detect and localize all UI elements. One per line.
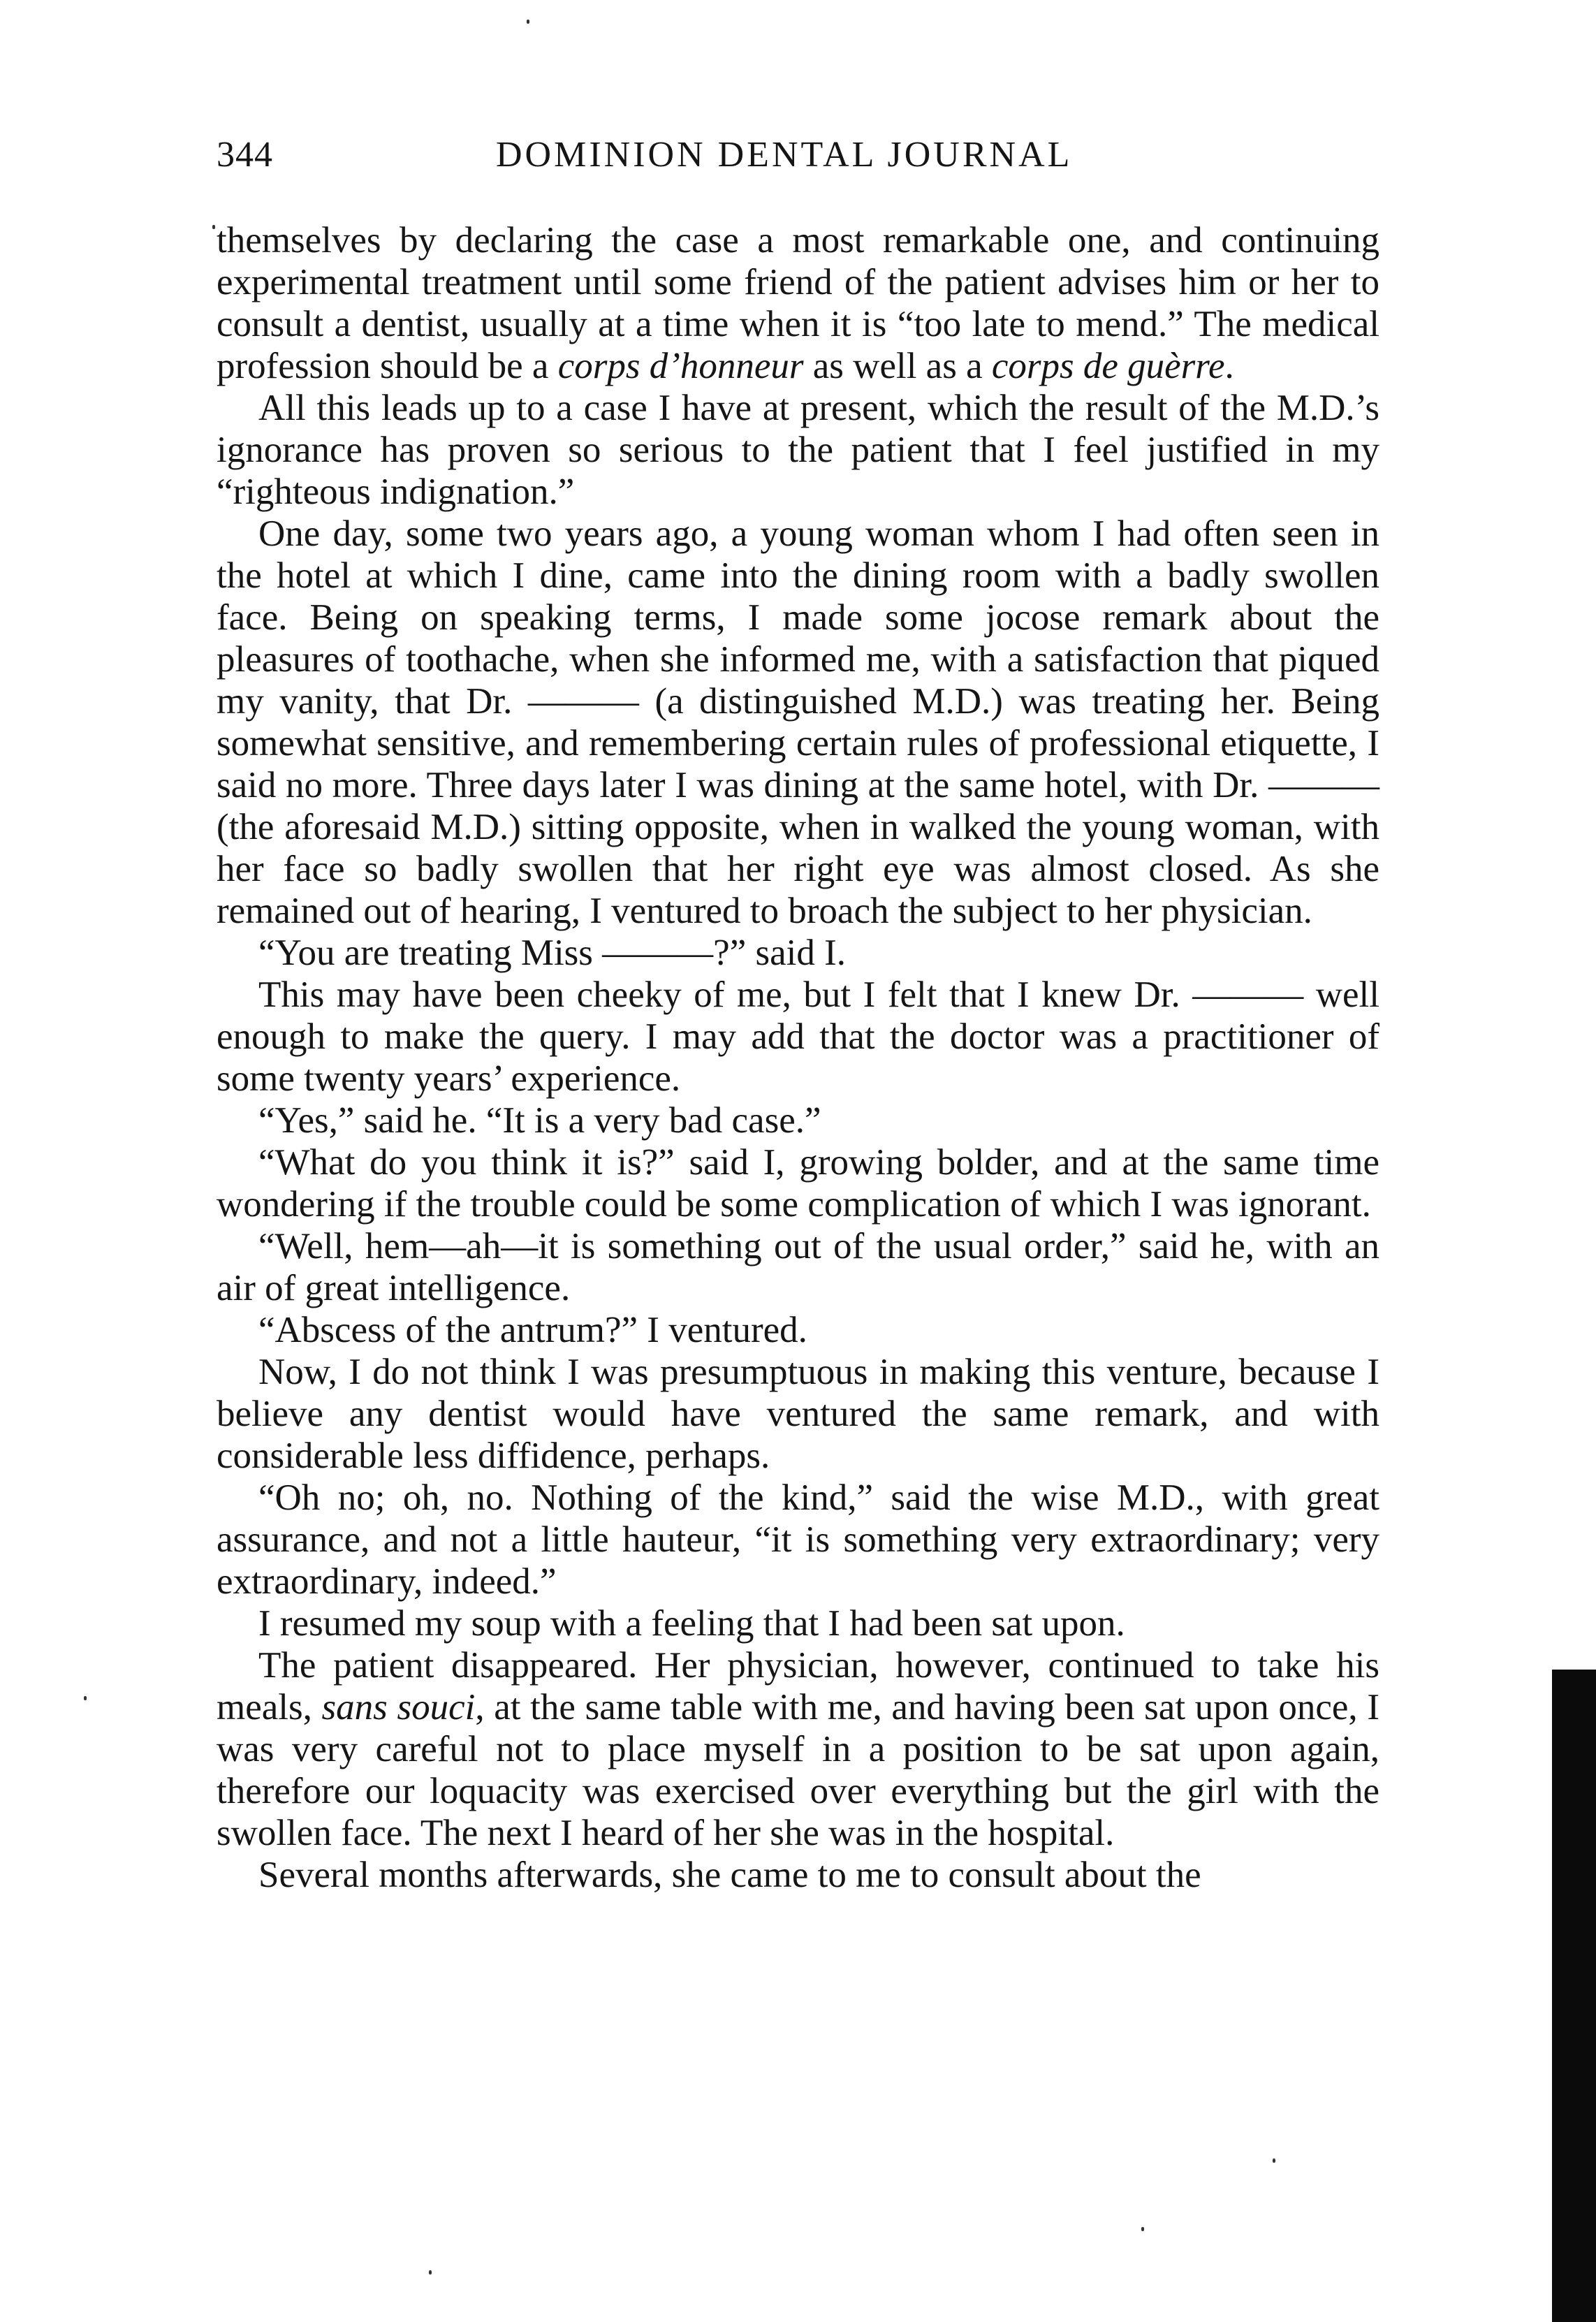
paragraph [217,1351,1379,1477]
text-run: “You are treating Miss ———?” said I. [258,933,846,973]
italic-phrase: corps d’honneur [557,346,804,386]
text-run: themselves by declaring the case a most remarkable one, and continuing experimental treatment until some friend of the patient advises him or her to consult a dentist, usually at a time when it is “too late to mend.” The medical profession should be a [217,220,1379,386]
text-run: One day, some two years ago, a young woman whom I had often seen in the hotel at which I dine, came into the dining room with a badly swollen face. Being on speaking terms, I made some jocose remark about the pleasures of toothache, when she informed me, with a satisfaction that piqued my vanity, that Dr. ——— (a distinguished M.D.) was treating her. Being somewhat sensitive, and remembering certain rules of professional etiquette, I said no more. Three days later I was dining at the same hotel, with Dr. ——— (the aforesaid M.D.) sitting opposite, when in walked the young woman, with her face so badly swollen that her right eye was almost closed. As she remained out of hearing, I ventured to broach the subject to her physician. [217,513,1379,931]
scan-edge-shadow [1552,1670,1596,2322]
paragraph [217,1309,1379,1351]
page-header [217,134,1373,183]
text-run: , at the same table with me, and having been sat upon once, I was very careful not to place myself in a position to be sat upon again, therefore our loquacity was exercised over everything but the girl with the swollen face. The next I heard of her she was in the hospital. [217,1687,1379,1853]
italic-phrase: sans souci [321,1687,476,1728]
scan-speck [1141,2227,1144,2231]
scan-speck [527,20,529,24]
scan-speck [429,2270,432,2274]
text-run: Several months afterwards, she came to me to consult about the [258,1855,1201,1895]
paragraph [217,387,1379,513]
text-run: The patient disappeared. Her physician, however, continued to take his meals, [217,1645,1379,1728]
text-run: as well as a [803,346,992,386]
paragraph [217,513,1379,932]
scan-speck [84,1696,87,1700]
text-run: I resumed my soup with a feeling that I had been sat upon. [258,1603,1125,1644]
text-run: “Abscess of the antrum?” I ventured. [258,1310,807,1350]
text-run: “Yes,” said he. “It is a very bad case.” [258,1100,821,1141]
text-run: “Well, hem—ah—it is something out of the usual order,” said he, with an air of great intelligence. [217,1226,1379,1308]
text-run: . [1224,346,1234,386]
text-run: “Oh no; oh, no. Nothing of the kind,” said the wise M.D., with great assurance, and not a little hauteur, “it is something very extraordinary; very extraordinary, indeed.” [217,1477,1379,1602]
scan-speck [212,225,215,229]
paragraph [217,1854,1379,1896]
paragraph [217,1644,1379,1854]
paragraph [217,219,1379,387]
paragraph [217,1602,1379,1644]
article-body [217,219,1379,1896]
italic-phrase: corps de guèrre [991,346,1225,386]
page-number: 344 [217,135,273,175]
paragraph [217,1225,1379,1309]
paragraph [217,974,1379,1100]
paragraph [217,1100,1379,1141]
paragraph [217,1477,1379,1602]
paragraph [217,932,1379,974]
paragraph [217,1141,1379,1225]
scan-speck [1273,2159,1275,2163]
text-run: All this leads up to a case I have at present, which the result of the M.D.’s ignorance has proven so serious to the patient that I feel justified in my “righteous indignation.” [217,388,1379,512]
text-run: “What do you think it is?” said I, growing bolder, and at the same time wondering if the trouble could be some complication of which I was ignorant. [217,1142,1379,1225]
text-run: Now, I do not think I was presumptuous in making this venture, because I believe any dentist would have ventured the same remark, and with considerable less diffidence, perhaps. [217,1352,1379,1476]
running-title: DOMINION DENTAL JOURNAL [496,135,1073,175]
text-run: This may have been cheeky of me, but I felt that I knew Dr. ——— well enough to make the query. I may add that the doctor was a practitioner of some twenty years’ experience. [217,974,1379,1099]
